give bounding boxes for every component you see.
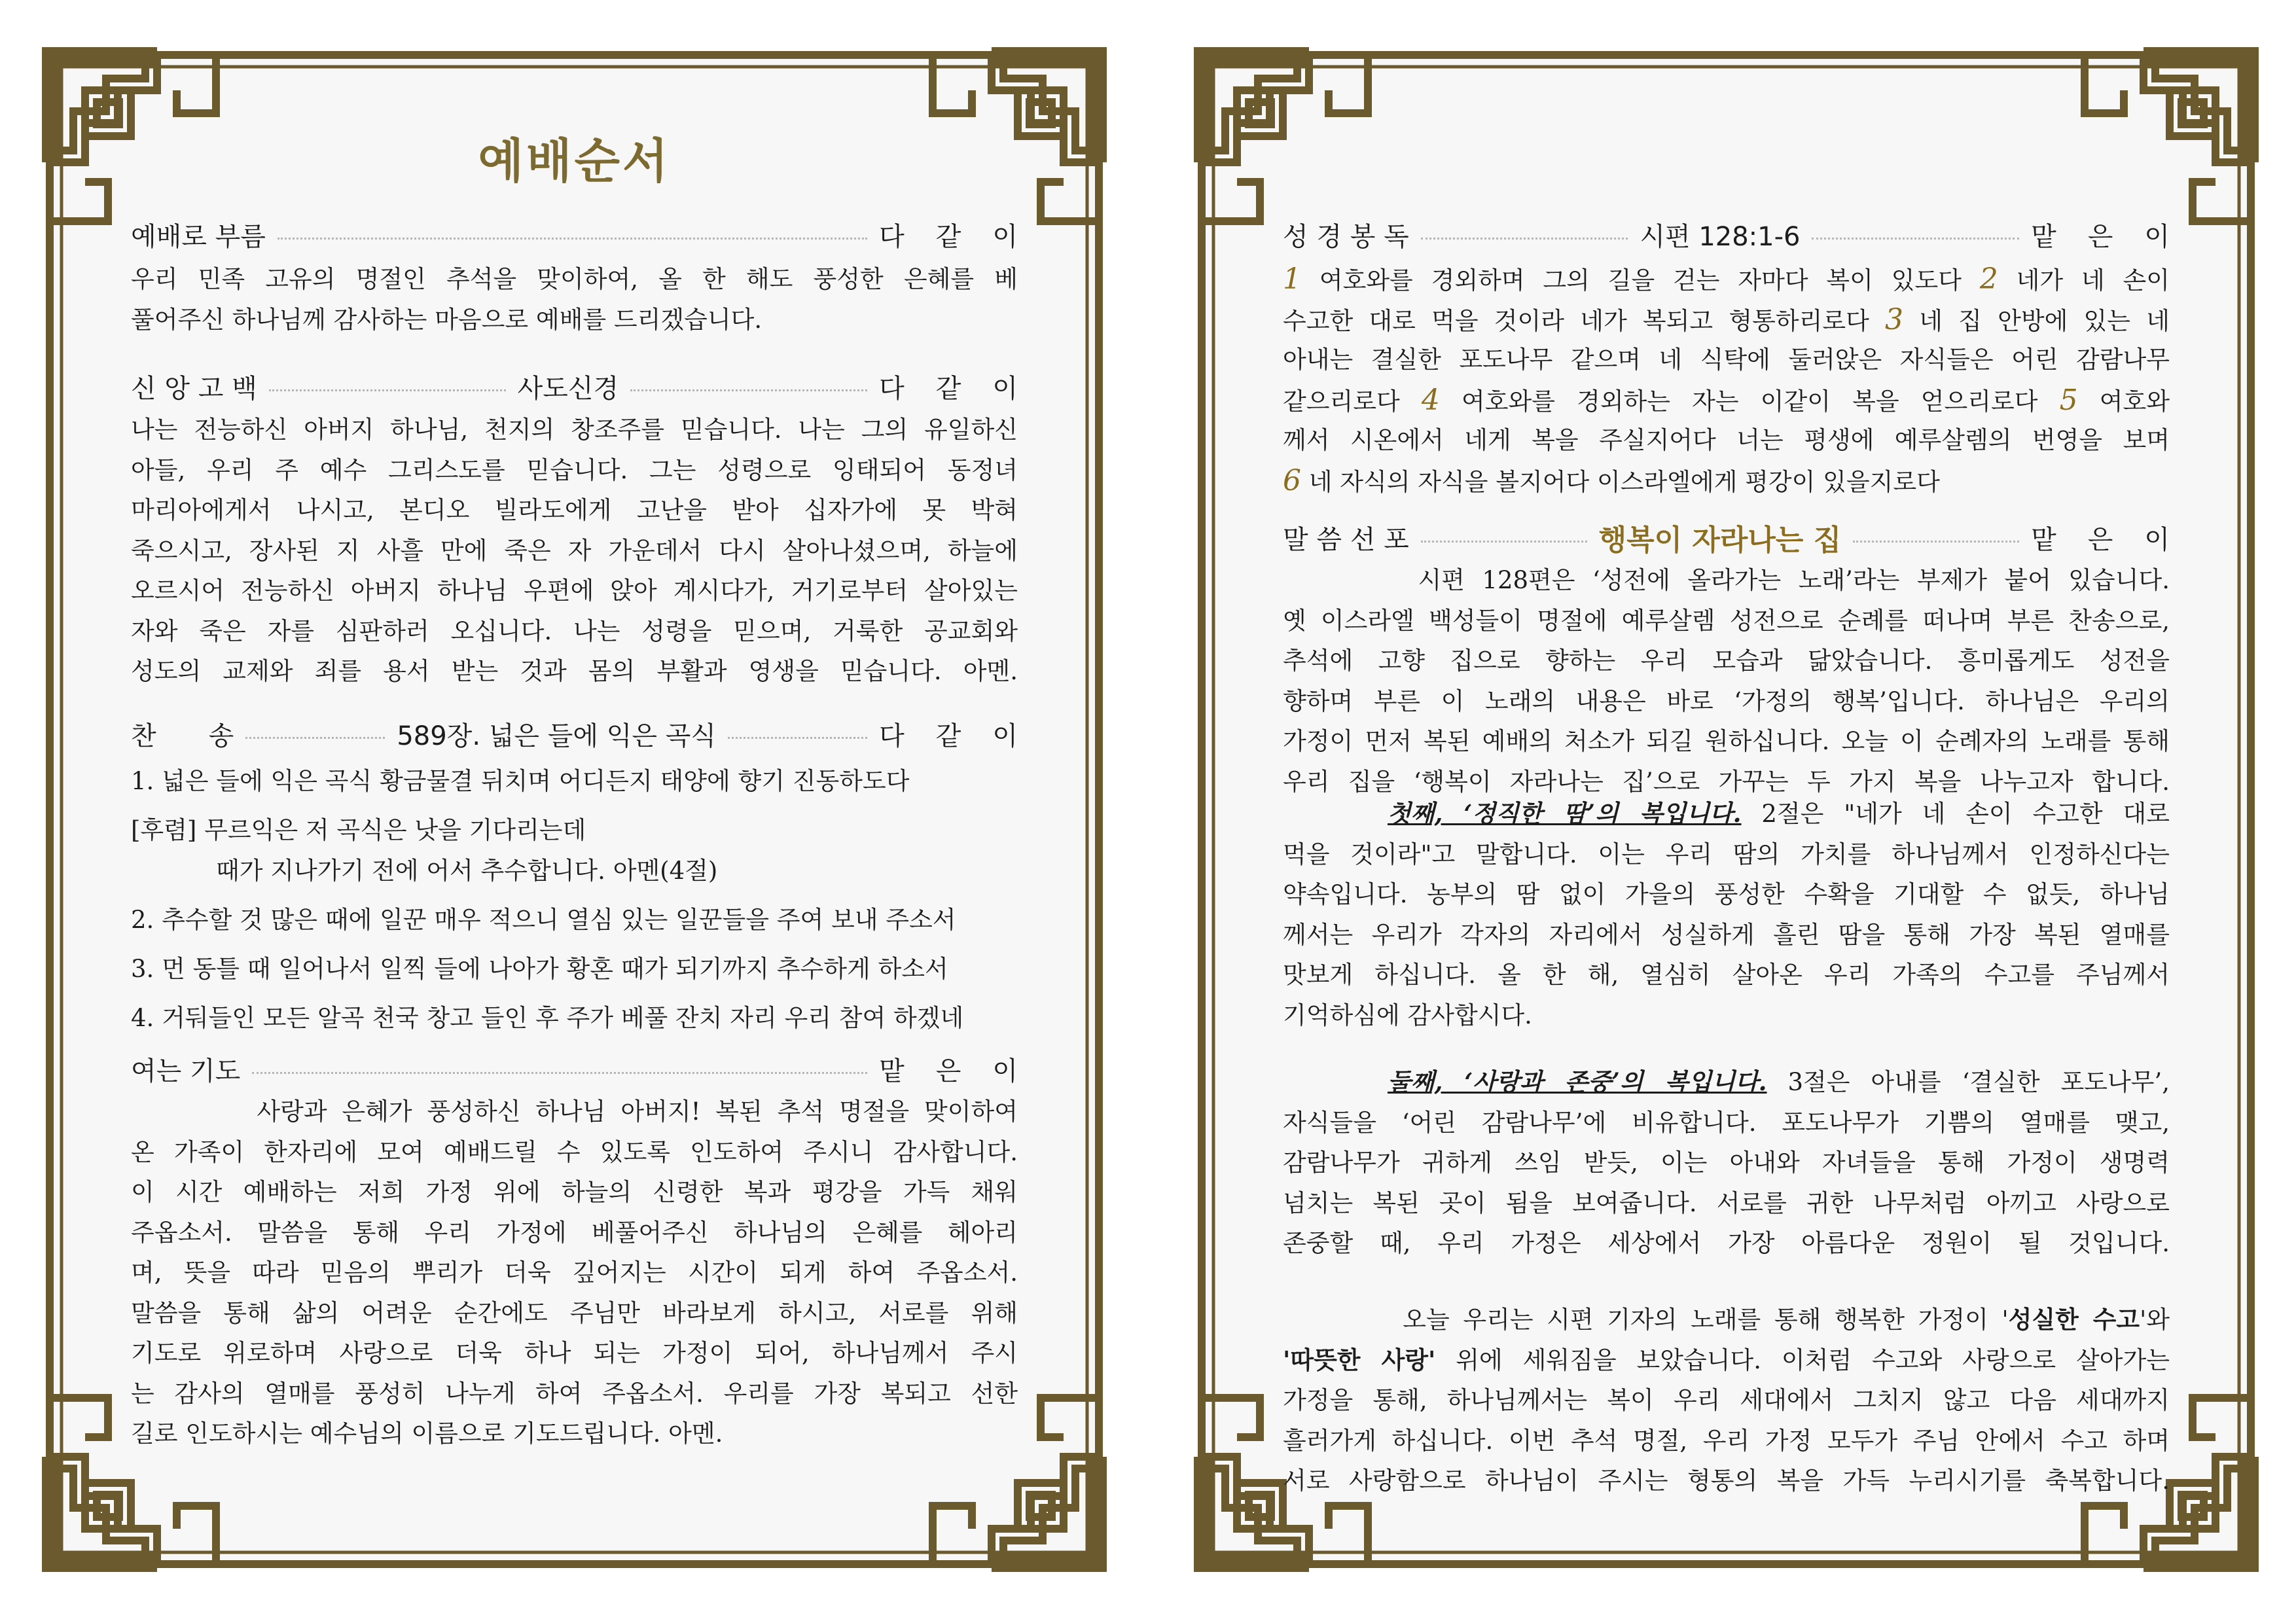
- section-leader: 다같이: [879, 373, 1050, 404]
- section-title: 시편 128:1-6: [1640, 221, 1801, 252]
- apostles-creed-text: [131, 410, 1018, 692]
- verse-number: 3: [1885, 302, 1904, 336]
- text-line: 풀어주신 하나님께 감사하는 마음으로 예배를 드리겠습니다.: [131, 305, 762, 334]
- section-confession: [131, 370, 1050, 404]
- verse-number: 4: [1421, 383, 1440, 417]
- text-line: 기억하심에 감사합시다.: [1283, 1001, 1532, 1029]
- text-line: 향하며 부른 이 노래의 내용은 바로 ‘가정의 행복’입니다. 하나님은 우리의: [1283, 687, 2170, 715]
- scripture-line: 같으리로다 4 여호와를 경외하는 자는 이같이 복을 얻으리로다 5 여호와: [1283, 383, 2170, 417]
- call-to-worship-text: [131, 259, 1018, 340]
- text-line: 사랑과 은혜가 풍성하신 하나님 아버지! 복된 추석 명절을 맞이하여: [131, 1097, 1018, 1126]
- text-line: 자와 죽은 자를 심판하러 오십니다. 나는 성령을 믿으며, 거룩한 공교회와: [131, 616, 1018, 645]
- section-leader: 맡은이: [879, 1056, 1049, 1086]
- section-label: 신 앙 고 백: [131, 373, 257, 404]
- leader-dots: [245, 737, 385, 739]
- leader-dots: [1421, 541, 1587, 543]
- scripture-text: [1283, 259, 2170, 501]
- text-line: 맛보게 하십니다. 올 한 해, 열심히 살아온 우리 가족의 수고를 주님께서: [1283, 961, 2170, 989]
- section-label: 여는 기도: [131, 1056, 241, 1086]
- section-call-to-worship: [131, 218, 1049, 252]
- text-line: 자식들을 ‘어린 감람나무’에 비유합니다. 포도나무가 기쁨의 열매를 맺고,: [1283, 1108, 2170, 1137]
- text-line: 아들, 우리 주 예수 그리스도를 믿습니다. 그는 성령으로 잉태되어 동정녀: [131, 455, 1018, 484]
- right-page: [1198, 51, 2255, 1568]
- text-line: 온 가족이 한자리에 모여 예배드릴 수 있도록 인도하여 주시니 감사합니다.: [131, 1137, 1018, 1166]
- text-line: 이 시간 예배하는 저희 가정 위에 하늘의 신령한 복과 평강을 가득 채워: [131, 1178, 1018, 1206]
- section-label: 예배로 부름: [131, 221, 266, 252]
- verse-number: 2: [1979, 262, 1998, 296]
- text-line: 넘치는 복된 곳이 됨을 보여줍니다. 서로를 귀한 나무처럼 아끼고 사랑으로: [1283, 1188, 2170, 1217]
- section-title: 589장. 넓은 들에 익은 곡식: [397, 721, 717, 751]
- section-scripture-reading: [1283, 218, 2202, 252]
- section-leader: 다같이: [879, 721, 1050, 751]
- hymn-verse-4: 4. 거둬들인 모든 알곡 천국 창고 들인 후 주가 베풀 잔치 자리 우리 참여 하겠네: [131, 1004, 964, 1032]
- section-title: 사도신경: [517, 373, 619, 404]
- sermon-paragraph-3: 둘째, ‘사랑과 존중’의 복입니다. 3절은 아내를 ‘결실한 포도나무’, 자식들을 ‘어린 감람나무’에 비유합니다. 포도나무가 기쁨의 열매를 맺고, 감람나무가 귀하게 쓰임 받듯, 이는 아내와 자녀들을 통해 가정이 생명력 넘치는 복된 곳이 됨을 보여줍니다. 서로를 귀한 나무처럼 아끼고 사랑으로 존중할 때, 우리 가정은 세상에서 가장 아름다운 정원이 될 것입니다.: [1283, 1062, 2170, 1264]
- sermon-title: 행복이 자라나는 집: [1598, 524, 1842, 557]
- leader-dots: [1421, 238, 1628, 240]
- sermon-paragraph-1: [1283, 560, 2170, 802]
- text-line: 가정이 먼저 복된 예배의 처소가 되길 원하십니다. 오늘 이 순례자의 노래를 통해: [1283, 727, 2170, 755]
- lattice-corner-ornament: [1198, 51, 1368, 221]
- text-line: 먹을 것이라"고 말합니다. 이는 우리 땀의 가치를 하나님께서 인정하신다는: [1283, 840, 2170, 868]
- sermon-paragraph-4: 오늘 우리는 시편 기자의 노래를 통해 행복한 가정이 '성실한 수고'와 '따뜻한 사랑' 위에 세워짐을 보았습니다. 이처럼 수고와 사랑으로 살아가는 가정을 통해, 하나님께서는 복이 우리 세대에서 그치지 않고 다음 세대까지 흘러가게 하십니다. 이번 추석 명절, 우리 가정 모두가 주님 안에서 수고 하며 서로 사랑함으로 하나님이 주시는 형통의 복을 가득 누리시기를 축복합니다.: [1283, 1300, 2170, 1501]
- text-line: 는 감사의 열매를 풍성히 나누게 하여 주옵소서. 우리를 가장 복되고 선한: [131, 1379, 1018, 1408]
- text-line: 죽으시고, 장사된 지 사흘 만에 죽은 자 가운데서 다시 살아나셨으며, 하늘에: [131, 536, 1018, 565]
- text-line: 며, 뜻을 따라 믿음의 뿌리가 더욱 깊어지는 시간이 되게 하여 주옵소서.: [131, 1258, 1018, 1287]
- emphasis-warm-love: '따뜻한 사랑': [1283, 1345, 1436, 1374]
- text-line: 길로 인도하시는 예수님의 이름으로 기도드립니다. 아멘.: [131, 1419, 723, 1448]
- scripture-line: 1 여호와를 경외하며 그의 길을 걷는 자마다 복이 있도다 2 네가 네 손이: [1283, 262, 2170, 296]
- left-page: [46, 51, 1103, 1568]
- hymn-verse-3: 3. 먼 동틀 때 일어나서 일찍 들에 나아가 황혼 때가 되기까지 추수하게 하소서: [131, 955, 948, 983]
- sermon-paragraph-2: 첫째, ‘정직한 땀’의 복입니다. 2절은 "네가 네 손이 수고한 대로 먹을 것이라"고 말합니다. 이는 우리 땀의 가치를 하나님께서 인정하신다는 약속입니다. 농부의 땀 없이 가을의 풍성한 수확을 기대할 수 없듯, 하나님 께서는 우리가 각자의 자리에서 성실하게 흘린 땀을 통해 가장 복된 열매를 맛보게 하십니다. 올 한 해, 열심히 살아온 우리 가족의 수고를 주님께서 기억하심에 감사합시다.: [1283, 794, 2170, 1035]
- leader-dots: [252, 1072, 867, 1074]
- leader-dots: [1812, 238, 2019, 240]
- section-label: 성 경 봉 독: [1283, 221, 1409, 252]
- point-1-heading: 첫째, ‘정직한 땀’의 복입니다.: [1388, 799, 1742, 828]
- text-line: 추석에 고향 집으로 향하는 우리 모습과 닮았습니다. 흥미롭게도 성전을: [1283, 647, 2170, 675]
- text-line: 옛 이스라엘 백성들이 명절에 예루살렘 성전으로 순례를 떠나며 부른 찬송으로,: [1283, 606, 2170, 635]
- verse-number: 5: [2059, 383, 2078, 417]
- text-line: 오르시어 전능하신 아버지 하나님 우편에 앉아 계시다가, 거기로부터 살아있는: [131, 577, 1018, 605]
- hymn-verse-2: 2. 추수할 것 많은 때에 일꾼 매우 적으니 열심 있는 일꾼들을 주여 보내 주소서: [131, 906, 956, 934]
- text-line: 말씀을 통해 삶의 어려운 순간에도 주님만 바라보게 하시고, 서로를 위해: [131, 1298, 1018, 1327]
- scripture-line: 6 네 자식의 자식을 볼지어다 이스라엘에게 평강이 있을지로다: [1283, 463, 1940, 497]
- hymn-refrain: [후렴] 무르익은 저 곡식은 낫을 기다리는데: [131, 816, 586, 844]
- leader-dots: [728, 737, 867, 739]
- section-label: 말 씀 선 포: [1283, 524, 1409, 555]
- section-leader: 맡은이: [2031, 221, 2202, 252]
- scripture-line: 수고한 대로 먹을 것이라 네가 복되고 형통하리로다 3 네 집 안방에 있는 네: [1283, 302, 2170, 336]
- text-line: 흘러가게 하십니다. 이번 추석 명절, 우리 가정 모두가 주님 안에서 수고 하며: [1283, 1426, 2170, 1455]
- hymn-verse-1: 1. 넓은 들에 익은 곡식 황금물결 뒤치며 어디든지 태양에 향기 진동하도다: [131, 767, 910, 795]
- text-line: 기도로 위로하며 사랑으로 더욱 하나 되는 가정이 되어, 하나님께서 주시: [131, 1339, 1018, 1367]
- point-2-heading: 둘째, ‘사랑과 존중’의 복입니다.: [1388, 1067, 1767, 1096]
- section-leader: 맡은이: [2031, 524, 2201, 555]
- text-line: 감람나무가 귀하게 쓰임 받듯, 이는 아내와 자녀들을 통해 가정이 생명력: [1283, 1149, 2170, 1177]
- text-line: 시편 128편은 ‘성전에 올라가는 노래’라는 부제가 붙어 있습니다.: [1283, 566, 2170, 594]
- text-line: 우리 집을 ‘행복이 자라나는 집’으로 가꾸는 두 가지 복을 나누고자 합니다.: [1283, 767, 2170, 796]
- section-hymn: [131, 717, 1050, 751]
- section-leader: 다같이: [879, 221, 1049, 252]
- leader-dots: [630, 389, 867, 391]
- section-label: 찬 송: [131, 721, 234, 751]
- leader-dots: [269, 389, 506, 391]
- text-line: 존중할 때, 우리 가정은 세상에서 가장 아름다운 정원이 될 것입니다.: [1283, 1229, 2170, 1257]
- hymn-refrain-2: 때가 지나가기 전에 어서 추수합니다. 아멘(4절): [216, 857, 718, 885]
- lattice-corner-ornament: [2085, 51, 2255, 221]
- text-line: 약속입니다. 농부의 땀 없이 가을의 풍성한 수확을 기대할 수 없듯, 하나님: [1283, 880, 2170, 908]
- emphasis-diligent-labor: 성실한 수고: [2008, 1305, 2140, 1334]
- text-line: 주옵소서. 말씀을 통해 우리 가정에 베풀어주신 하나님의 은혜를 헤아리: [131, 1218, 1018, 1247]
- section-sermon: [1283, 521, 2201, 557]
- text-line: 서로 사랑함으로 하나님이 주시는 형통의 복을 가득 누리시기를 축복합니다.: [1283, 1467, 2170, 1495]
- scripture-line: 께서 시온에서 네게 복을 주실지어다 너는 평생에 예루살렘의 번영을 보며: [1283, 426, 2170, 454]
- section-opening-prayer: [131, 1052, 1049, 1086]
- text-line: 마리아에게서 나시고, 본디오 빌라도에게 고난을 받아 십자가에 못 박혀: [131, 496, 1018, 524]
- leader-dots: [1853, 541, 2019, 543]
- page-title: 예배순서: [478, 134, 671, 188]
- text-line: 나는 전능하신 아버지 하나님, 천지의 창조주를 믿습니다. 나는 그의 유일하신: [131, 416, 1018, 444]
- scripture-line: 아내는 결실한 포도나무 같으며 네 식탁에 둘러앉은 자식들은 어린 감람나무: [1283, 346, 2170, 374]
- opening-prayer-text: [131, 1092, 1018, 1454]
- text-line: 가정을 통해, 하나님께서는 복이 우리 세대에서 그치지 않고 다음 세대까지: [1283, 1386, 2170, 1414]
- verse-number: 6: [1283, 463, 1301, 497]
- verse-number: 1: [1283, 262, 1301, 296]
- text-line: 성도의 교제와 죄를 용서 받는 것과 몸의 부활과 영생을 믿습니다. 아멘.: [131, 657, 1018, 685]
- text-line: 께서는 우리가 각자의 자리에서 성실하게 흘린 땀을 통해 가장 복된 열매를: [1283, 920, 2170, 949]
- leader-dots: [278, 238, 867, 240]
- text-line: 우리 민족 고유의 명절인 추석을 맞이하여, 올 한 해도 풍성한 은혜를 베: [131, 265, 1018, 293]
